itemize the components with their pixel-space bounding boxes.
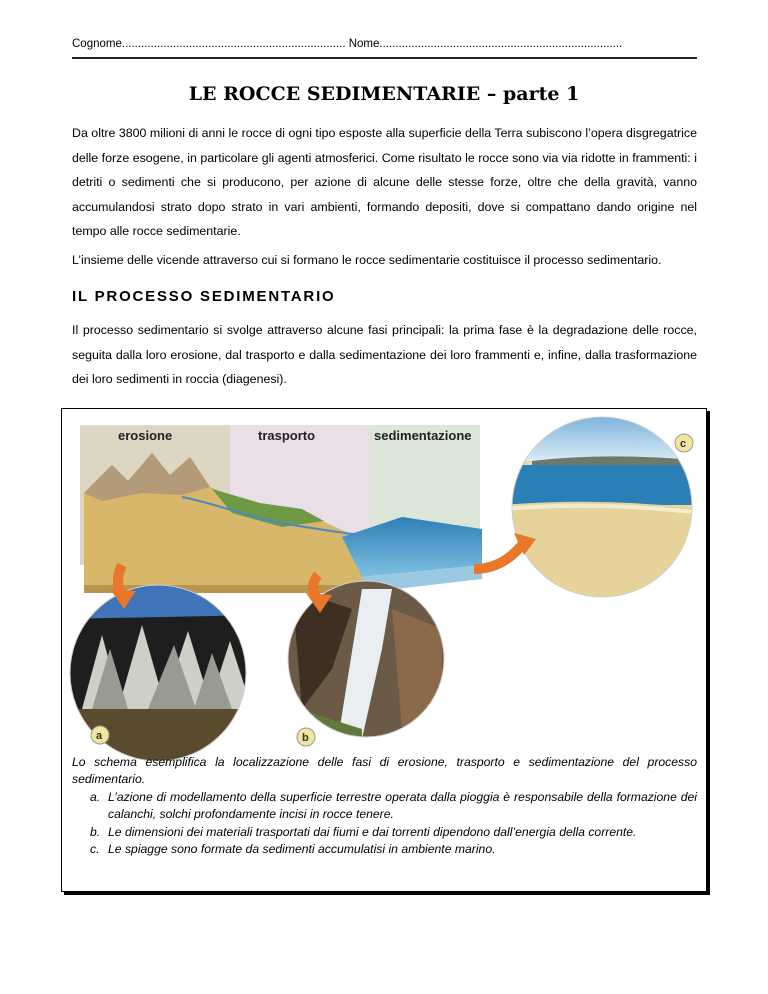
stage-label-trasporto: trasporto (258, 428, 316, 443)
arrow-to-c (474, 533, 536, 569)
process-paragraph: Il processo sedimentario si svolge attraverso alcune fasi principali: la prima fase è la degradazione delle rocce, seguita dalla loro erosione, dal trasporto e dalla sedimentazione dei loro frammenti e, infine, dalla trasformazione dei loro sedimenti in roccia (diagenesi). (72, 323, 697, 387)
nome-label: Nome (348, 38, 380, 50)
badge-a (91, 726, 109, 744)
cognome-blank: ...................................................................... (121, 38, 346, 50)
student-name-header (72, 38, 697, 50)
figure-caption (72, 754, 697, 858)
caption-marker: a. (90, 789, 101, 804)
cognome-label: Cognome (72, 38, 122, 50)
caption-marker: b. (90, 824, 101, 839)
svg-text:c: c (680, 438, 687, 450)
svg-text:a: a (96, 730, 103, 742)
header-divider (72, 57, 697, 59)
caption-text: Le spiagge sono formate da sedimenti accumulatisi in ambiente marino. (108, 842, 496, 857)
caption-item-c (90, 841, 697, 858)
stage-label-sedimentazione: sedimentazione (374, 428, 472, 443)
caption-text: Le dimensioni dei materiali trasportati dai fiumi e dai torrenti dipendono dall’energia della corrente. (108, 824, 637, 839)
intro-paragraph: Da oltre 3800 milioni di anni le rocce di ogni tipo esposte alla superficie della Terra subiscono l’opera disgregatrice delle forze esogene, in particolare gli agenti atmosferici. Come risultato le rocce sono via via ridotte in frammenti: i detriti o sedimenti che si producono, per azione di alcune delle stesse forze, oltre che della gravità, vanno accumulandosi strato dopo strato in vari ambienti, formando depositi, dove si compattano dando origine nel tempo alle rocce sedimentarie. (72, 126, 697, 239)
stage-label-erosione: erosione (118, 428, 173, 443)
caption-text: L’azione di modellamento della superficie terrestre operata dalla pioggia è responsabile della formazione dei calanchi, solchi profondamente incisi in rocce tenere. (108, 789, 697, 822)
page-title: LE ROCCE SEDIMENTARIE – parte 1 (188, 83, 580, 105)
caption-list (72, 789, 697, 859)
badge-c (675, 434, 693, 452)
svg-text:b: b (302, 732, 309, 744)
beach-photo (502, 409, 702, 609)
caption-intro: Lo schema esemplifica la localizzazione delle fasi di erosione, trasporto e sedimentazione del processo sedimentario. (72, 755, 697, 787)
caption-item-a (90, 789, 697, 824)
definition-paragraph: L’insieme delle vicende attraverso cui si formano le rocce sedimentarie costituisce il processo sedimentario. (72, 253, 662, 267)
section-heading: IL PROCESSO SEDIMENTARIO (72, 288, 336, 305)
nome-blank: ............................................................................ (379, 38, 623, 50)
caption-item-b (90, 824, 697, 841)
badge-b (297, 728, 315, 746)
waterfall-photo (282, 579, 452, 749)
caption-marker: c. (90, 842, 100, 857)
calanchi-photo (62, 579, 262, 769)
